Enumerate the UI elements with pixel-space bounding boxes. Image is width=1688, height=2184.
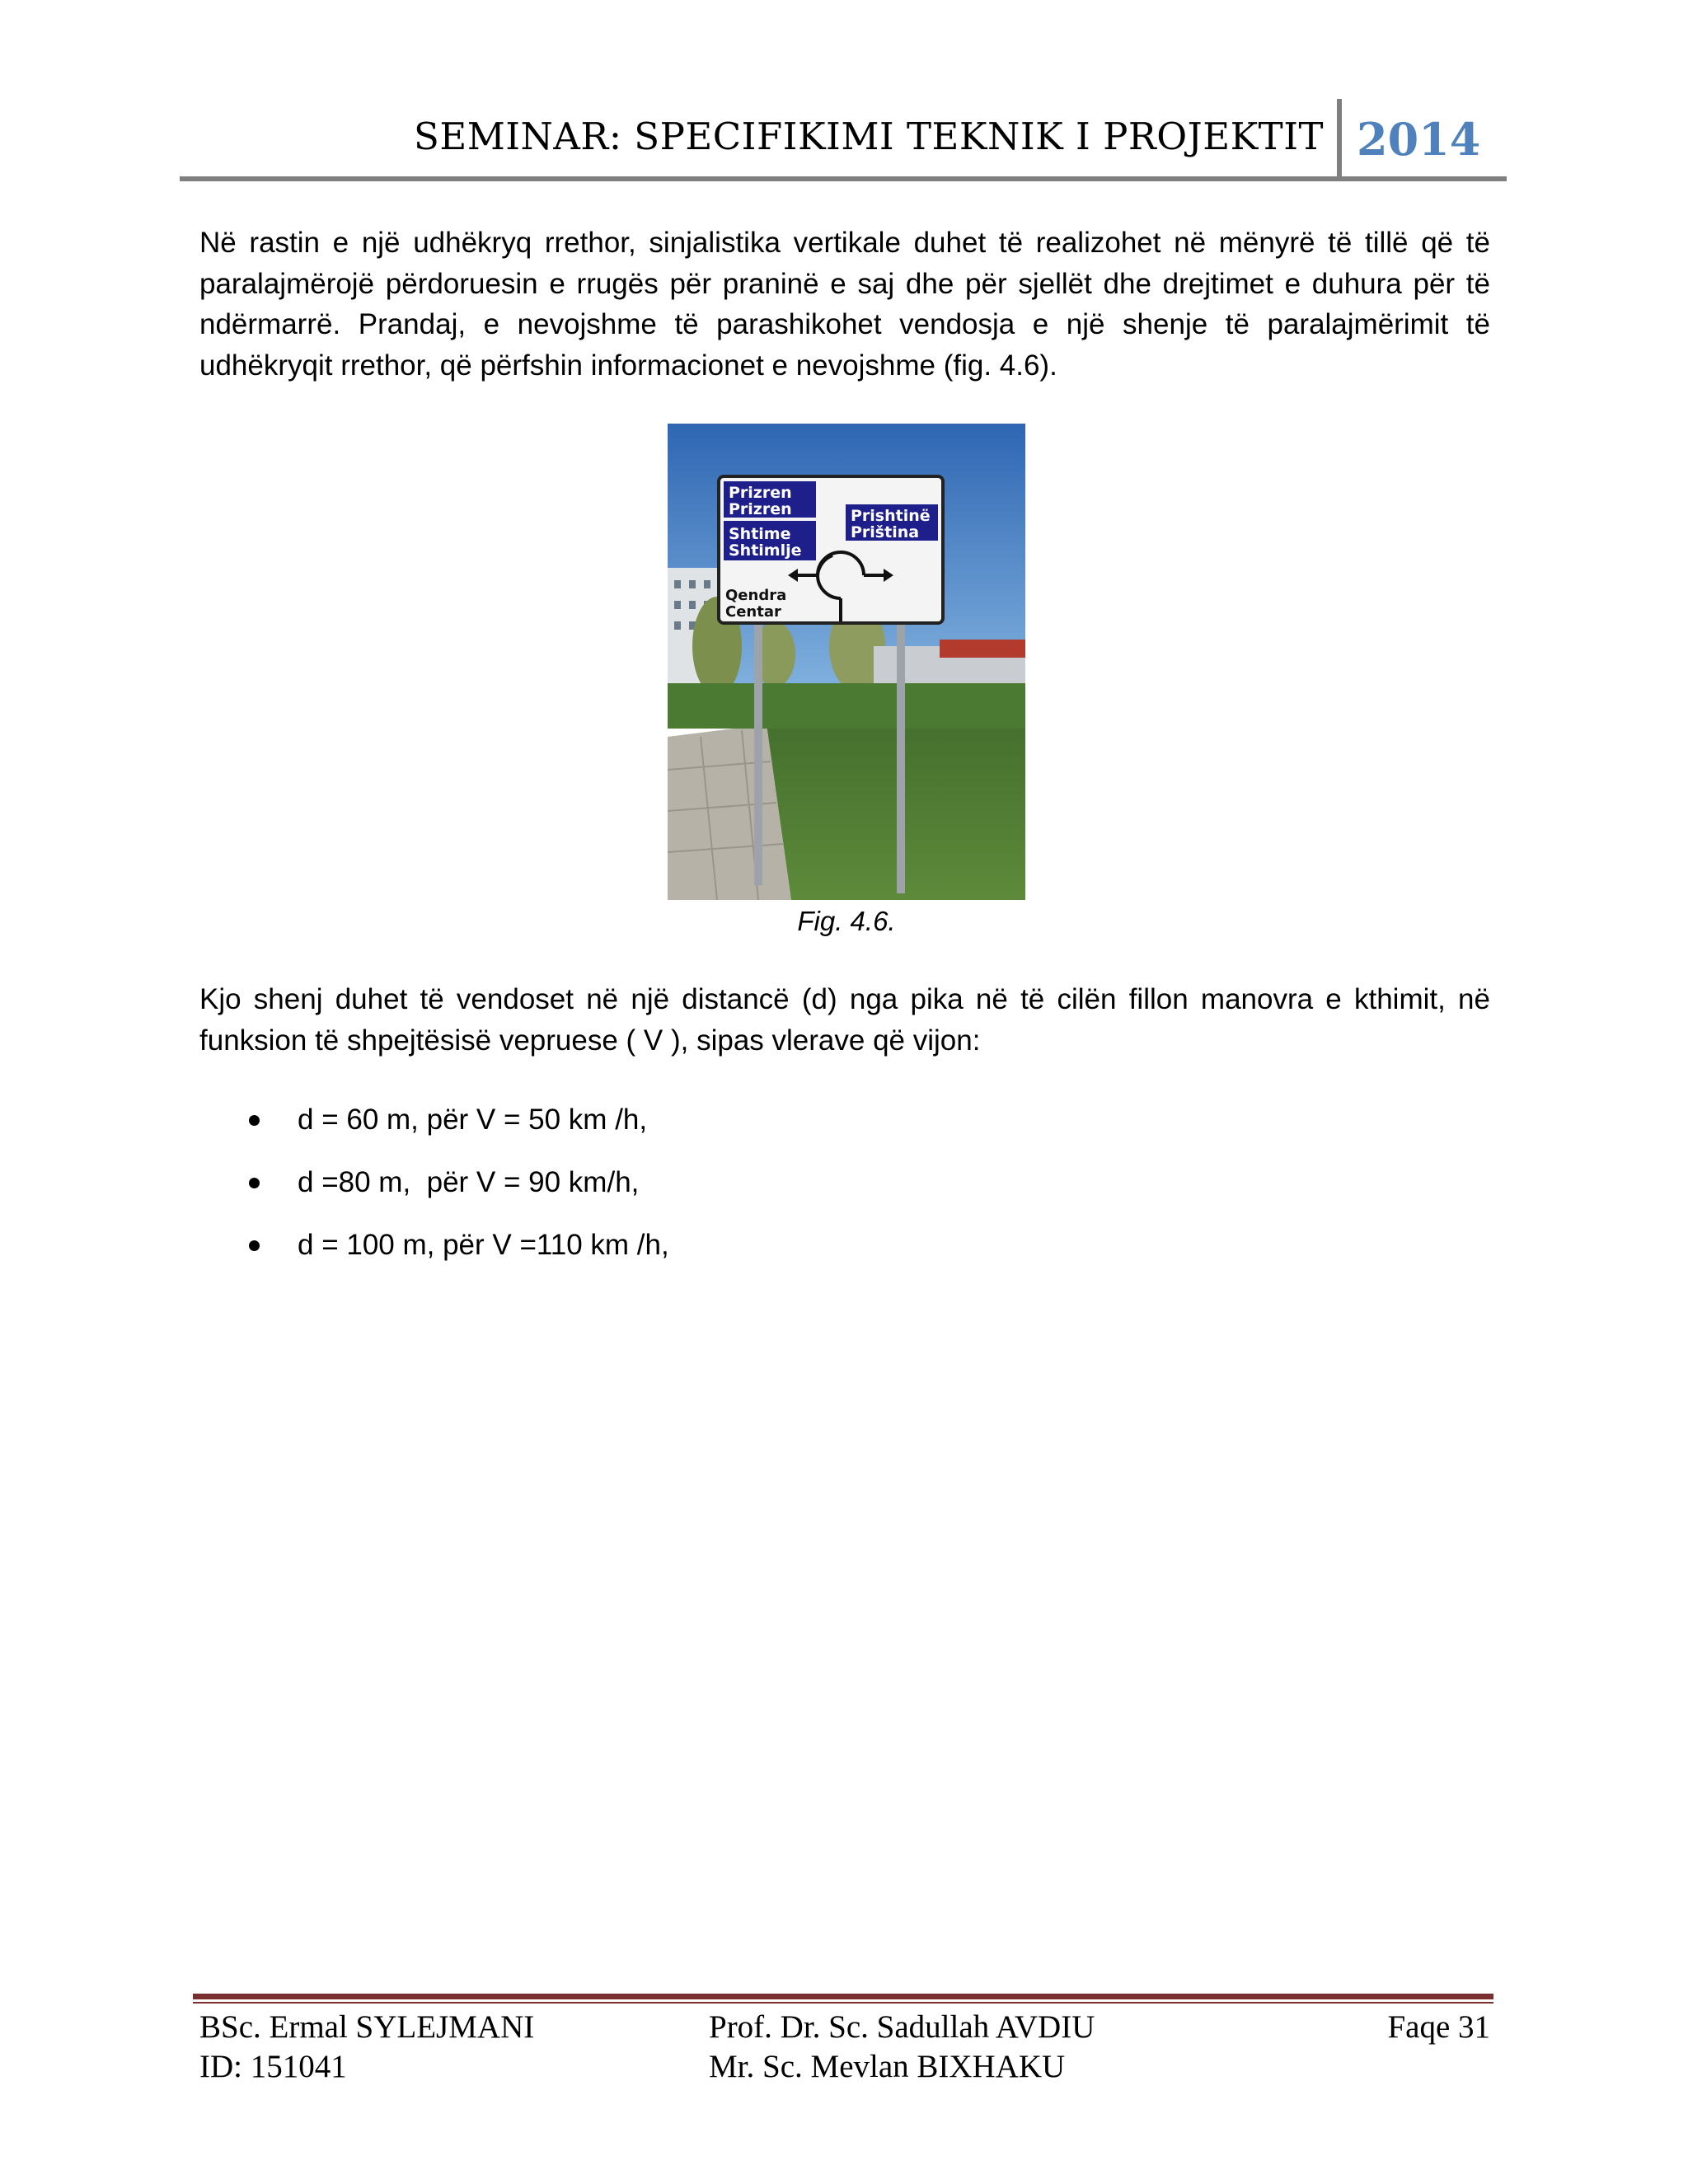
list-item: d = 100 m, për V =110 km /h, — [247, 1225, 669, 1287]
list-item: d =80 m, për V = 90 km/h, — [247, 1162, 669, 1225]
sign-text-shtime: Shtime — [729, 525, 791, 543]
road-sign-photo — [668, 424, 1025, 900]
bullet-icon — [249, 1178, 260, 1188]
header-rule — [180, 176, 1507, 181]
footer-page-number: Faqe 31 — [1387, 2009, 1490, 2045]
bullet-icon — [249, 1115, 260, 1126]
sign-text-prishtine: Prishtinë — [851, 507, 931, 525]
sign-text-pristina: Priština — [851, 523, 920, 541]
sign-text-prizren-1: Prizren — [729, 484, 792, 502]
pole-left — [754, 621, 762, 885]
pole-right — [897, 621, 905, 893]
header-title: SEMINAR: SPECIFIKIMI TEKNIK I PROJEKTIT — [414, 115, 1324, 158]
sign-text-qendra: Qendra — [725, 587, 787, 604]
figure-road-sign-photo — [668, 424, 1025, 900]
bullet-icon — [249, 1240, 260, 1251]
paragraph-intro: Në rastin e një udhëkryq rrethor, sinjalistika vertikale duhet të realizohet në mënyrë të tillë që të paralajmërojë përdoruesin e rrugës për praninë e saj dhe për sjellët dhe drejtimet e duhura për të ndërmarrë. Prandaj, e nevojshme të parashikohet vendosja e një shenje të paralajmërimit të udhëkryqit rrethor, që përfshin informacionet e nevojshme (fig. 4.6). — [199, 227, 1490, 382]
header-year: 2014 — [1357, 113, 1481, 166]
distance-list — [247, 1099, 669, 1287]
footer-author-name: BSc. Ermal SYLEJMANI — [199, 2009, 535, 2045]
footer-rule — [193, 1994, 1493, 1999]
sign-text-prizren-2: Prizren — [729, 500, 792, 518]
header-separator — [1337, 99, 1342, 178]
footer-rule-thin — [193, 2002, 1493, 2004]
figure-caption: Fig. 4.6. — [797, 906, 896, 936]
sign-text-centar: Centar — [725, 603, 781, 621]
footer-author-id: ID: 151041 — [199, 2049, 347, 2084]
sign-text-shtimlje: Shtimlje — [729, 541, 802, 560]
footer-mentor-2: Mr. Sc. Mevlan BIXHAKU — [709, 2049, 1066, 2084]
footer-mentor-1: Prof. Dr. Sc. Sadullah AVDIU — [709, 2009, 1095, 2045]
list-item: d = 60 m, për V = 50 km /h, — [247, 1099, 669, 1162]
paragraph-distance: Kjo shenj duhet të vendoset në një distancë (d) nga pika në të cilën fillon manovra e kthimit, në funksion të shpejtësisë vepruese ( V ), sipas vlerave që vijon: — [199, 983, 1490, 1057]
